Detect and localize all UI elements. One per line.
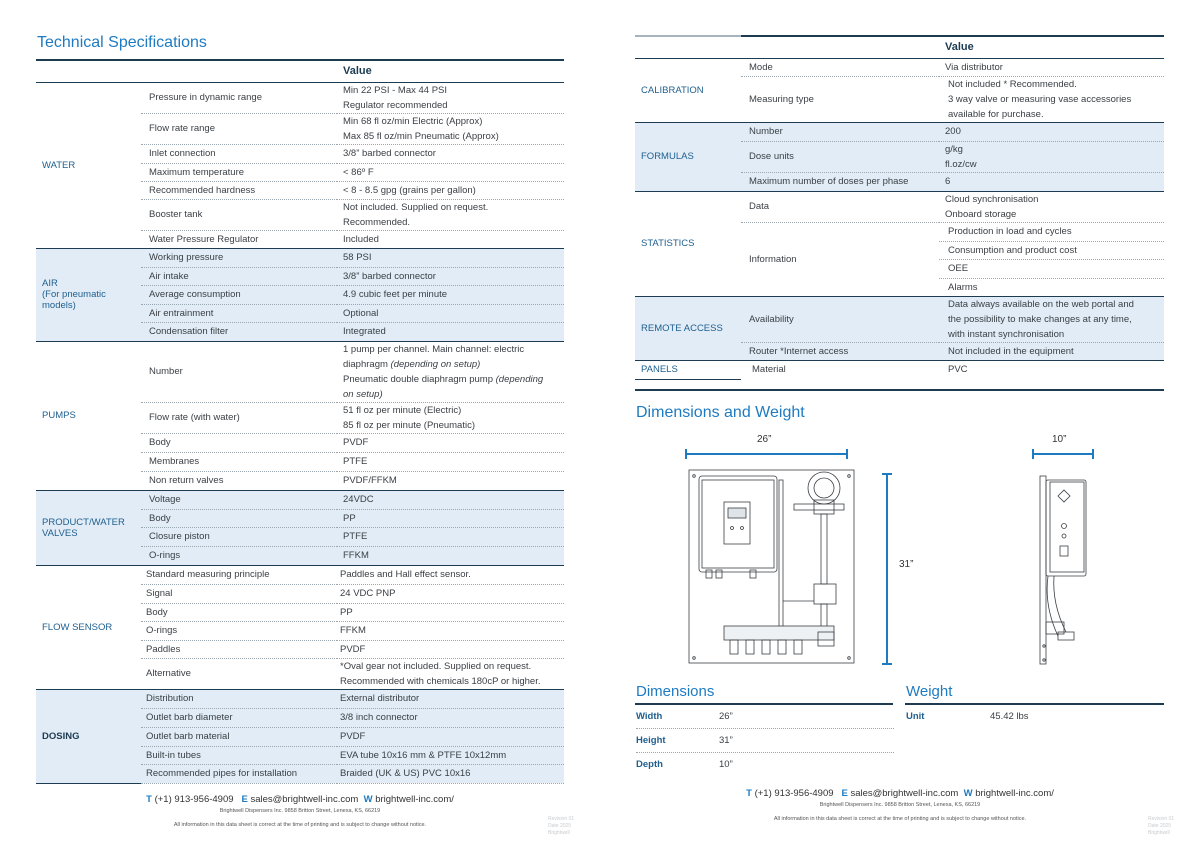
param-label: Paddles bbox=[141, 640, 337, 658]
param-value: Min 22 PSI - Max 44 PSI Regulator recommended bbox=[337, 82, 564, 113]
param-value: PP bbox=[337, 603, 564, 621]
param-label: Flow rate range bbox=[141, 113, 337, 144]
dimension-row-depth: Depth 10” bbox=[636, 759, 733, 770]
param-value: 1 pump per channel. Main channel: electric diaphragm (depending on setup) Pneumatic double diaphragm pump (depending on setup) bbox=[337, 341, 564, 402]
phone-link[interactable]: (+1) 913-956-4909 bbox=[754, 788, 834, 799]
category-product-water-valves: PRODUCT/WATER VALVES bbox=[36, 490, 141, 565]
param-label: Signal bbox=[141, 584, 337, 603]
param-label: Standard measuring principle bbox=[141, 565, 337, 584]
contact-line: T (+1) 913-956-4909 E sales@brightwell-inc.com W brightwell-inc.com/ bbox=[146, 794, 454, 805]
param-label: Working pressure bbox=[141, 248, 337, 267]
param-value: Paddles and Hall effect sensor. bbox=[337, 565, 564, 584]
param-label: Alternative bbox=[141, 658, 337, 689]
width-dimension-label: 26” bbox=[757, 434, 772, 445]
category-remote-access: REMOTE ACCESS bbox=[635, 296, 741, 360]
param-label: Measuring type bbox=[741, 76, 939, 122]
param-value: *Oval gear not included. Supplied on request. Recommended with chemicals 180cP or higher. bbox=[337, 658, 564, 689]
param-label: Non return valves bbox=[141, 471, 337, 490]
phone-link[interactable]: (+1) 913-956-4909 bbox=[154, 794, 234, 805]
param-label: O-rings bbox=[141, 621, 337, 640]
param-value: g/kg fl.oz/cw bbox=[939, 141, 1164, 172]
weight-title: Weight bbox=[906, 683, 953, 700]
category-formulas: FORMULAS bbox=[635, 122, 741, 191]
param-label: Closure piston bbox=[141, 527, 337, 546]
param-value: 3/8 inch connector bbox=[337, 708, 564, 727]
side-view-drawing bbox=[1028, 446, 1098, 668]
technical-specs-table bbox=[36, 59, 564, 784]
revision-info: Revision 01 Date 2025 Brightwell bbox=[1148, 816, 1175, 836]
front-view-drawing bbox=[684, 446, 900, 668]
param-label: Maximum temperature bbox=[141, 163, 337, 181]
param-label: Distribution bbox=[141, 689, 337, 708]
value-header: Value bbox=[939, 36, 1164, 58]
features-table bbox=[635, 35, 1164, 380]
param-label: Number bbox=[741, 122, 939, 141]
param-value: 200 bbox=[939, 122, 1164, 141]
param-label: Availability bbox=[741, 296, 939, 342]
company-address: Brightwell Dispensers Inc. 9858 Britton Street, Lenexa, KS, 66219 bbox=[819, 802, 981, 808]
param-label: Recommended hardness bbox=[141, 181, 337, 199]
footer-right bbox=[700, 788, 1100, 822]
param-value: < 8 - 8.5 gpg (grains per gallon) bbox=[337, 181, 564, 199]
category-water: WATER bbox=[36, 82, 141, 248]
param-value: Consumption and product cost bbox=[939, 241, 1164, 259]
param-value: 58 PSI bbox=[337, 248, 564, 267]
param-label: Inlet connection bbox=[141, 144, 337, 163]
category-statistics: STATISTICS bbox=[635, 191, 741, 296]
param-value: PTFE bbox=[337, 527, 564, 546]
param-label: Body bbox=[141, 603, 337, 621]
param-value: Not included. Supplied on request. Recommended. bbox=[337, 199, 564, 230]
email-link[interactable]: sales@brightwell-inc.com bbox=[250, 794, 359, 805]
company-address: Brightwell Dispensers Inc. 9858 Britton Street, Lenexa, KS, 66219 bbox=[219, 808, 381, 814]
param-label: Outlet barb material bbox=[141, 727, 337, 746]
category-pumps: PUMPS bbox=[36, 341, 141, 490]
param-value: 24 VDC PNP bbox=[337, 584, 564, 603]
param-label: Water Pressure Regulator bbox=[141, 230, 337, 248]
panels-rule bbox=[635, 389, 1164, 391]
param-label: Maximum number of doses per phase bbox=[741, 172, 939, 191]
param-value: Not included in the equipment bbox=[939, 342, 1164, 360]
param-label: Voltage bbox=[141, 490, 337, 509]
depth-dimension-label: 10” bbox=[1052, 434, 1067, 445]
param-value: Included bbox=[337, 230, 564, 248]
table-header bbox=[635, 36, 1164, 58]
param-value: EVA tube 10x16 mm & PTFE 10x12mm bbox=[337, 746, 564, 764]
param-value: 24VDC bbox=[337, 490, 564, 509]
param-value: Optional bbox=[337, 304, 564, 322]
weight-row-unit: Unit 45.42 lbs bbox=[906, 711, 1029, 722]
category-flow-sensor: FLOW SENSOR bbox=[36, 565, 141, 689]
param-label: Membranes bbox=[141, 452, 337, 471]
param-label: Data bbox=[741, 191, 939, 222]
param-value: < 86º F bbox=[337, 163, 564, 181]
param-label: Built-in tubes bbox=[141, 746, 337, 764]
value-header: Value bbox=[337, 60, 564, 82]
table-header bbox=[36, 60, 564, 82]
website-link[interactable]: brightwell-inc.com/ bbox=[375, 794, 454, 805]
disclaimer: All information in this data sheet is correct at the time of printing and is subject to change without notice. bbox=[173, 822, 427, 828]
param-value: PVDF bbox=[337, 433, 564, 452]
param-value: Cloud synchronisation Onboard storage bbox=[939, 191, 1164, 222]
param-value: PVDF/FFKM bbox=[337, 471, 564, 490]
contact-line: T (+1) 913-956-4909 E sales@brightwell-inc.com W brightwell-inc.com/ bbox=[746, 788, 1054, 799]
param-value: Not included * Recommended. 3 way valve or measuring vase accessories available for purchase. bbox=[939, 76, 1164, 122]
param-value: FFKM bbox=[337, 621, 564, 640]
page-title: Technical Specifications bbox=[37, 34, 207, 51]
category-calibration: CALIBRATION bbox=[635, 58, 741, 122]
param-value: 6 bbox=[939, 172, 1164, 191]
param-value: 51 fl oz per minute (Electric) 85 fl oz per minute (Pneumatic) bbox=[337, 402, 564, 433]
param-label: Booster tank bbox=[141, 199, 337, 230]
param-value: PVDF bbox=[337, 727, 564, 746]
email-link[interactable]: sales@brightwell-inc.com bbox=[850, 788, 959, 799]
category-air: AIR (For pneumatic models) bbox=[36, 248, 141, 341]
param-value: Braided (UK & US) PVC 10x16 bbox=[337, 764, 564, 783]
param-label: O-rings bbox=[141, 546, 337, 565]
param-label: Air intake bbox=[141, 267, 337, 285]
footer-left bbox=[100, 794, 500, 828]
param-label: Air entrainment bbox=[141, 304, 337, 322]
category-dosing: DOSING bbox=[36, 689, 141, 783]
param-value: Integrated bbox=[337, 322, 564, 341]
param-value: Min 68 fl oz/min Electric (Approx) Max 85 fl oz/min Pneumatic (Approx) bbox=[337, 113, 564, 144]
disclaimer: All information in this data sheet is correct at the time of printing and is subject to change without notice. bbox=[773, 816, 1027, 822]
param-value: PVDF bbox=[337, 640, 564, 658]
param-label: Router *Internet access bbox=[741, 342, 939, 360]
param-value: External distributor bbox=[337, 689, 564, 708]
param-value: Data always available on the web portal and the possibility to make changes at any time, with instant synchronisation bbox=[939, 296, 1164, 342]
param-label: Pressure in dynamic range bbox=[141, 82, 337, 113]
param-value: PTFE bbox=[337, 452, 564, 471]
param-label: Condensation filter bbox=[141, 322, 337, 341]
param-value: PVC bbox=[948, 364, 968, 376]
dimensions-weight-title: Dimensions and Weight bbox=[636, 404, 805, 421]
param-label: Outlet barb diameter bbox=[141, 708, 337, 727]
param-value: 3/8” barbed connector bbox=[337, 267, 564, 285]
param-value: PP bbox=[337, 509, 564, 527]
height-dimension-label: 31” bbox=[899, 559, 914, 570]
param-value: Production in load and cycles bbox=[939, 222, 1164, 241]
revision-info: Revision 01 Date 2025 Brightwell bbox=[548, 816, 575, 836]
param-label: Number bbox=[141, 341, 337, 402]
param-label: Average consumption bbox=[141, 285, 337, 304]
param-label: Recommended pipes for installation bbox=[141, 764, 337, 783]
param-value: Via distributor bbox=[939, 58, 1164, 76]
website-link[interactable]: brightwell-inc.com/ bbox=[975, 788, 1054, 799]
param-value: 3/8” barbed connector bbox=[337, 144, 564, 163]
param-label: Dose units bbox=[741, 141, 939, 172]
param-label: Information bbox=[741, 222, 939, 296]
param-value: Alarms bbox=[939, 278, 1164, 296]
dimension-row-width: Width 26” bbox=[636, 705, 894, 729]
param-value: 4.9 cubic feet per minute bbox=[337, 285, 564, 304]
category-panels: PANELS bbox=[635, 360, 741, 379]
dimensions-title: Dimensions bbox=[636, 683, 715, 700]
param-label: Body bbox=[141, 509, 337, 527]
param-label: Body bbox=[141, 433, 337, 452]
param-label: Mode bbox=[741, 58, 939, 76]
param-label: Flow rate (with water) bbox=[141, 402, 337, 433]
dimension-row-height: Height 31” bbox=[636, 729, 894, 753]
param-value: FFKM bbox=[337, 546, 564, 565]
param-label: Material bbox=[752, 364, 786, 376]
param-value: OEE bbox=[939, 259, 1164, 278]
